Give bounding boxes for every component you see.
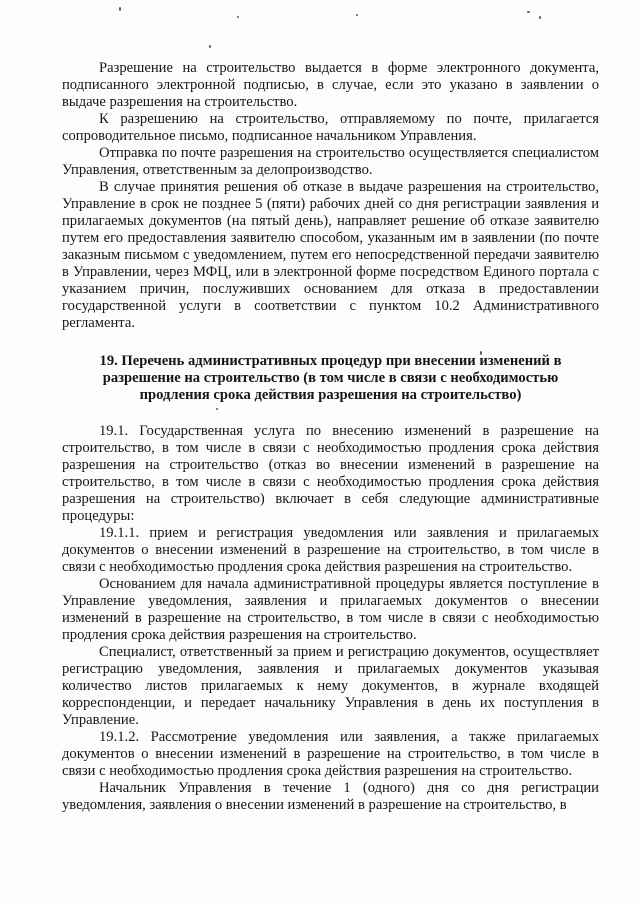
paragraph: Специалист, ответственный за прием и регистрацию документов, осуществляет регистрацию уведомления, заявления и прилагаемых документов указывая количество листов прилагаемых к нему документов, в журнале входящей корреспонденции, и передает начальнику Управления в день их поступления в Управление. xyxy=(62,644,599,728)
scan-speck xyxy=(209,45,211,48)
paragraph: К разрешению на строительство, отправляемому по почте, прилагается сопроводительное письмо, подписанное начальником Управления. xyxy=(62,111,599,144)
scan-speck xyxy=(237,16,239,18)
paragraph: Начальник Управления в течение 1 (одного) дня со дня регистрации уведомления, заявления о внесении изменений в разрешение на строительство, в xyxy=(62,780,599,813)
paragraph: 19.1. Государственная услуга по внесению изменений в разрешение на строительство, в том числе в связи с необходимостью продления срока действия разрешения на строительство (отказ во внесении изменений в разрешение на строительство, в том числе в связи с необходимостью продления срока действия разрешения на строительство) включает в себя следующие административные процедуры: xyxy=(62,423,599,524)
scan-speck xyxy=(356,14,358,16)
document-body xyxy=(62,60,599,814)
section-heading: 19. Перечень административных процедур при внесении изменений в разрешение на строительство (в том числе в связи с необходимостью продления срока действия разрешения на строительство) xyxy=(99,353,562,403)
paragraph: 19.1.2. Рассмотрение уведомления или заявления, а также прилагаемых документов о внесении изменений в разрешение на строительство, в том числе в связи с необходимостью продления срока действия разрешения на строительство. xyxy=(62,729,599,779)
scan-speck xyxy=(527,11,530,13)
paragraph: 19.1.1. прием и регистрация уведомления или заявления и прилагаемых документов о внесении изменений в разрешение на строительство, в том числе в связи с необходимостью продления срока действия разрешения на строительство. xyxy=(62,525,599,575)
paragraph: В случае принятия решения об отказе в выдаче разрешения на строительство, Управление в срок не позднее 5 (пяти) рабочих дней со дня регистрации заявления и прилагаемых документов (на пятый день), направляет решение об отказе заявителю путем его предоставления заявителю способом, указанным им в заявлении (по почте заказным письмом с уведомлением, путем его непосредственной передачи заявителю в Управлении, через МФЦ, или в электронной форме посредством Единого портала с указанием причин, послуживших основанием для отказа в предоставлении государственной услуги в соответствии с пунктом 10.2 Административного регламента. xyxy=(62,179,599,331)
scan-speck xyxy=(119,7,121,11)
paragraph: Основанием для начала административной процедуры является поступление в Управление уведомления, заявления и прилагаемых документов о внесении изменений в разрешение на строительство, в том числе в связи с необходимостью продления срока действия разрешения на строительство. xyxy=(62,576,599,643)
scan-speck xyxy=(539,16,541,19)
paragraph: Отправка по почте разрешения на строительство осуществляется специалистом Управления, ответственным за делопроизводство. xyxy=(62,145,599,178)
paragraph: Разрешение на строительство выдается в форме электронного документа, подписанного электронной подписью, в случае, если это указано в заявлении о выдаче разрешения на строительство. xyxy=(62,60,599,110)
